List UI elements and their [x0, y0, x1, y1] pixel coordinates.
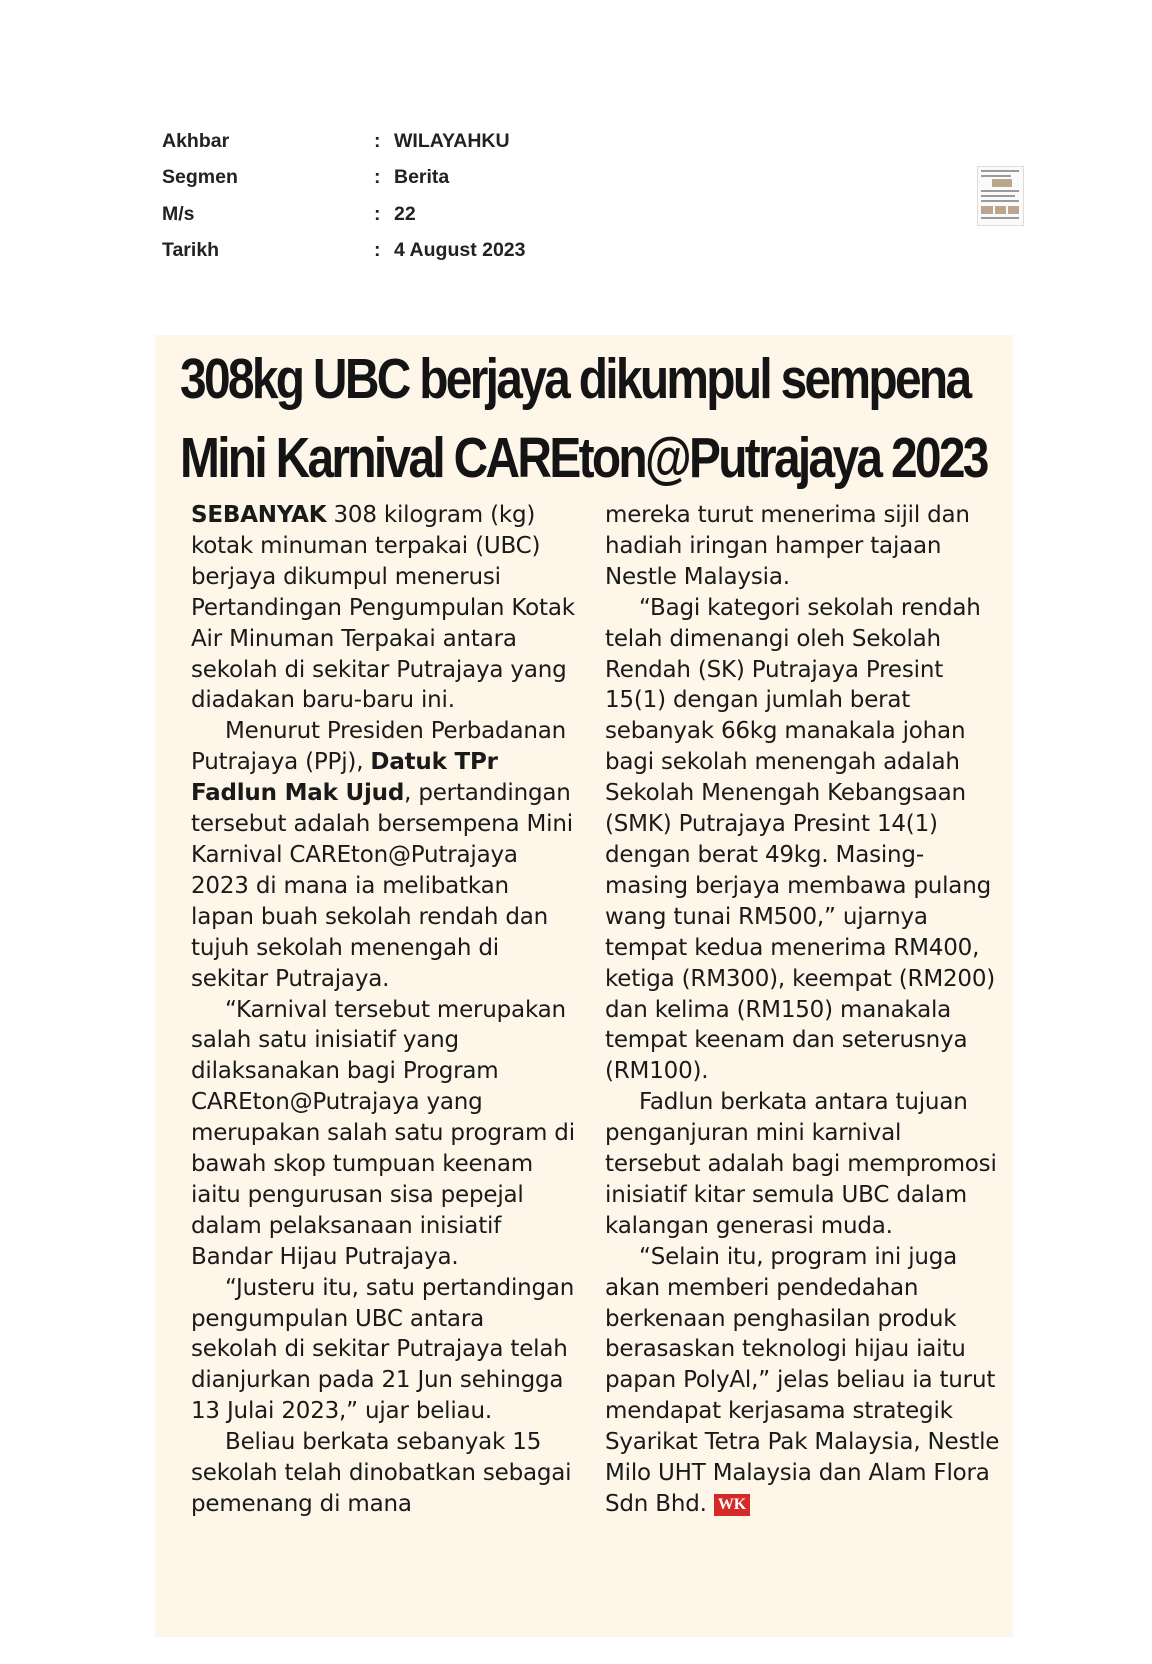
thumb-line	[981, 195, 1015, 197]
article-column-right	[605, 500, 1000, 1520]
paragraph-text: Menurut Presiden Perbadanan Putrajaya (PPj),	[191, 718, 566, 776]
thumb-image	[1008, 206, 1019, 214]
meta-value: 4 August 2023	[394, 239, 526, 262]
meta-colon: :	[374, 239, 381, 262]
thumb-line	[981, 175, 1011, 177]
clipping-metadata	[162, 123, 526, 269]
thumb-line	[981, 217, 1019, 219]
meta-colon: :	[374, 202, 381, 225]
thumb-image	[981, 206, 993, 214]
article-column-left	[191, 500, 576, 1520]
paragraph-text: “Selain itu, program ini juga akan memberi pendedahan berkenaan penghasilan produk berasaskan teknologi hijau iaitu papan PolyAl,” jelas beliau ia turut mendapat kerjasama strategik Syarikat Tetra Pak Malaysia, Nestle Milo UHT Malaysia dan Alam Flora Sdn Bhd.	[605, 1243, 1000, 1517]
headline-line-1: 308kg UBC berjaya dikumpul sempena	[180, 347, 970, 411]
meta-row-tarikh	[162, 233, 526, 270]
headline	[180, 340, 987, 498]
lead-text: 308 kilogram (kg) kotak minuman terpakai (UBC) berjaya dikumpul menerusi Pertandingan Pengumpulan Kotak Air Minuman Terpakai antara sekolah di sekitar Putrajaya yang diadakan baru-baru ini.	[191, 502, 575, 714]
paragraph	[605, 1242, 1000, 1520]
meta-row-akhbar	[162, 123, 526, 160]
meta-value: Berita	[394, 166, 450, 189]
paragraph: “Justeru itu, satu pertandingan pengumpulan UBC antara sekolah di sekitar Putrajaya telah dianjurkan pada 21 Jun sehingga 13 Julai 2023,” ujar beliau.	[191, 1274, 575, 1425]
thumb-image	[992, 179, 1012, 187]
meta-label: Akhbar	[162, 129, 230, 152]
newspaper-page-thumbnail	[977, 166, 1024, 226]
meta-colon: :	[374, 129, 381, 152]
meta-label: Segmen	[162, 166, 238, 189]
headline-line-2: Mini Karnival CAREton@Putrajaya 2023	[180, 426, 987, 490]
meta-value: WILAYAHKU	[394, 129, 510, 152]
news-clipping	[155, 335, 1013, 1637]
end-mark-logo: WK	[714, 1494, 750, 1516]
meta-label: M/s	[162, 202, 195, 225]
paragraph-continued: mereka turut menerima sijil dan hadiah iringan hamper tajaan Nestle Malaysia.	[605, 502, 970, 590]
paragraph-text: , pertandingan tersebut adalah bersempena Mini Karnival CAREton@Putrajaya 2023 di mana ia melibatkan lapan buah sekolah rendah dan tujuh sekolah menengah di sekitar Putrajaya.	[191, 780, 573, 992]
paragraph: Fadlun berkata antara tujuan penganjuran mini karnival tersebut adalah bagi mempromosi inisiatif kitar semula UBC dalam kalangan generasi muda.	[605, 1089, 997, 1239]
thumb-line	[981, 190, 1019, 192]
paragraph-lead	[191, 500, 576, 716]
lead-word: SEBANYAK	[191, 502, 327, 528]
paragraph: Beliau berkata sebanyak 15 sekolah telah dinobatkan sebagai pemenang di mana	[191, 1429, 572, 1517]
person-name: Datuk TPr Fadlun Mak Ujud	[191, 749, 498, 807]
meta-value: 22	[394, 202, 416, 225]
thumb-line	[981, 200, 1019, 202]
thumb-line	[981, 170, 1019, 172]
meta-row-segmen	[162, 160, 526, 197]
paragraph: “Karnival tersebut merupakan salah satu inisiatif yang dilaksanakan bagi Program CAREton@Putrajaya yang merupakan salah satu program di bawah skop tumpuan keenam iaitu pengurusan sisa pepejal dalam pelaksanaan inisiatif Bandar Hijau Putrajaya.	[191, 996, 575, 1270]
meta-row-ms	[162, 196, 526, 233]
thumb-image	[995, 206, 1006, 214]
meta-label: Tarikh	[162, 239, 220, 262]
paragraph	[191, 716, 576, 994]
paragraph: “Bagi kategori sekolah rendah telah dimenangi oleh Sekolah Rendah (SK) Putrajaya Presint 15(1) dengan jumlah berat sebanyak 66kg manakala johan bagi sekolah menengah adalah Sekolah Menengah Kebangsaan (SMK) Putrajaya Presint 14(1) dengan berat 49kg. Masing-masing berjaya membawa pulang wang tunai RM500,” ujarnya tempat kedua menerima RM400, ketiga (RM300), keempat (RM200) dan kelima (RM150) manakala tempat keenam dan seterusnya (RM100).	[605, 594, 996, 1085]
meta-colon: :	[374, 166, 381, 189]
